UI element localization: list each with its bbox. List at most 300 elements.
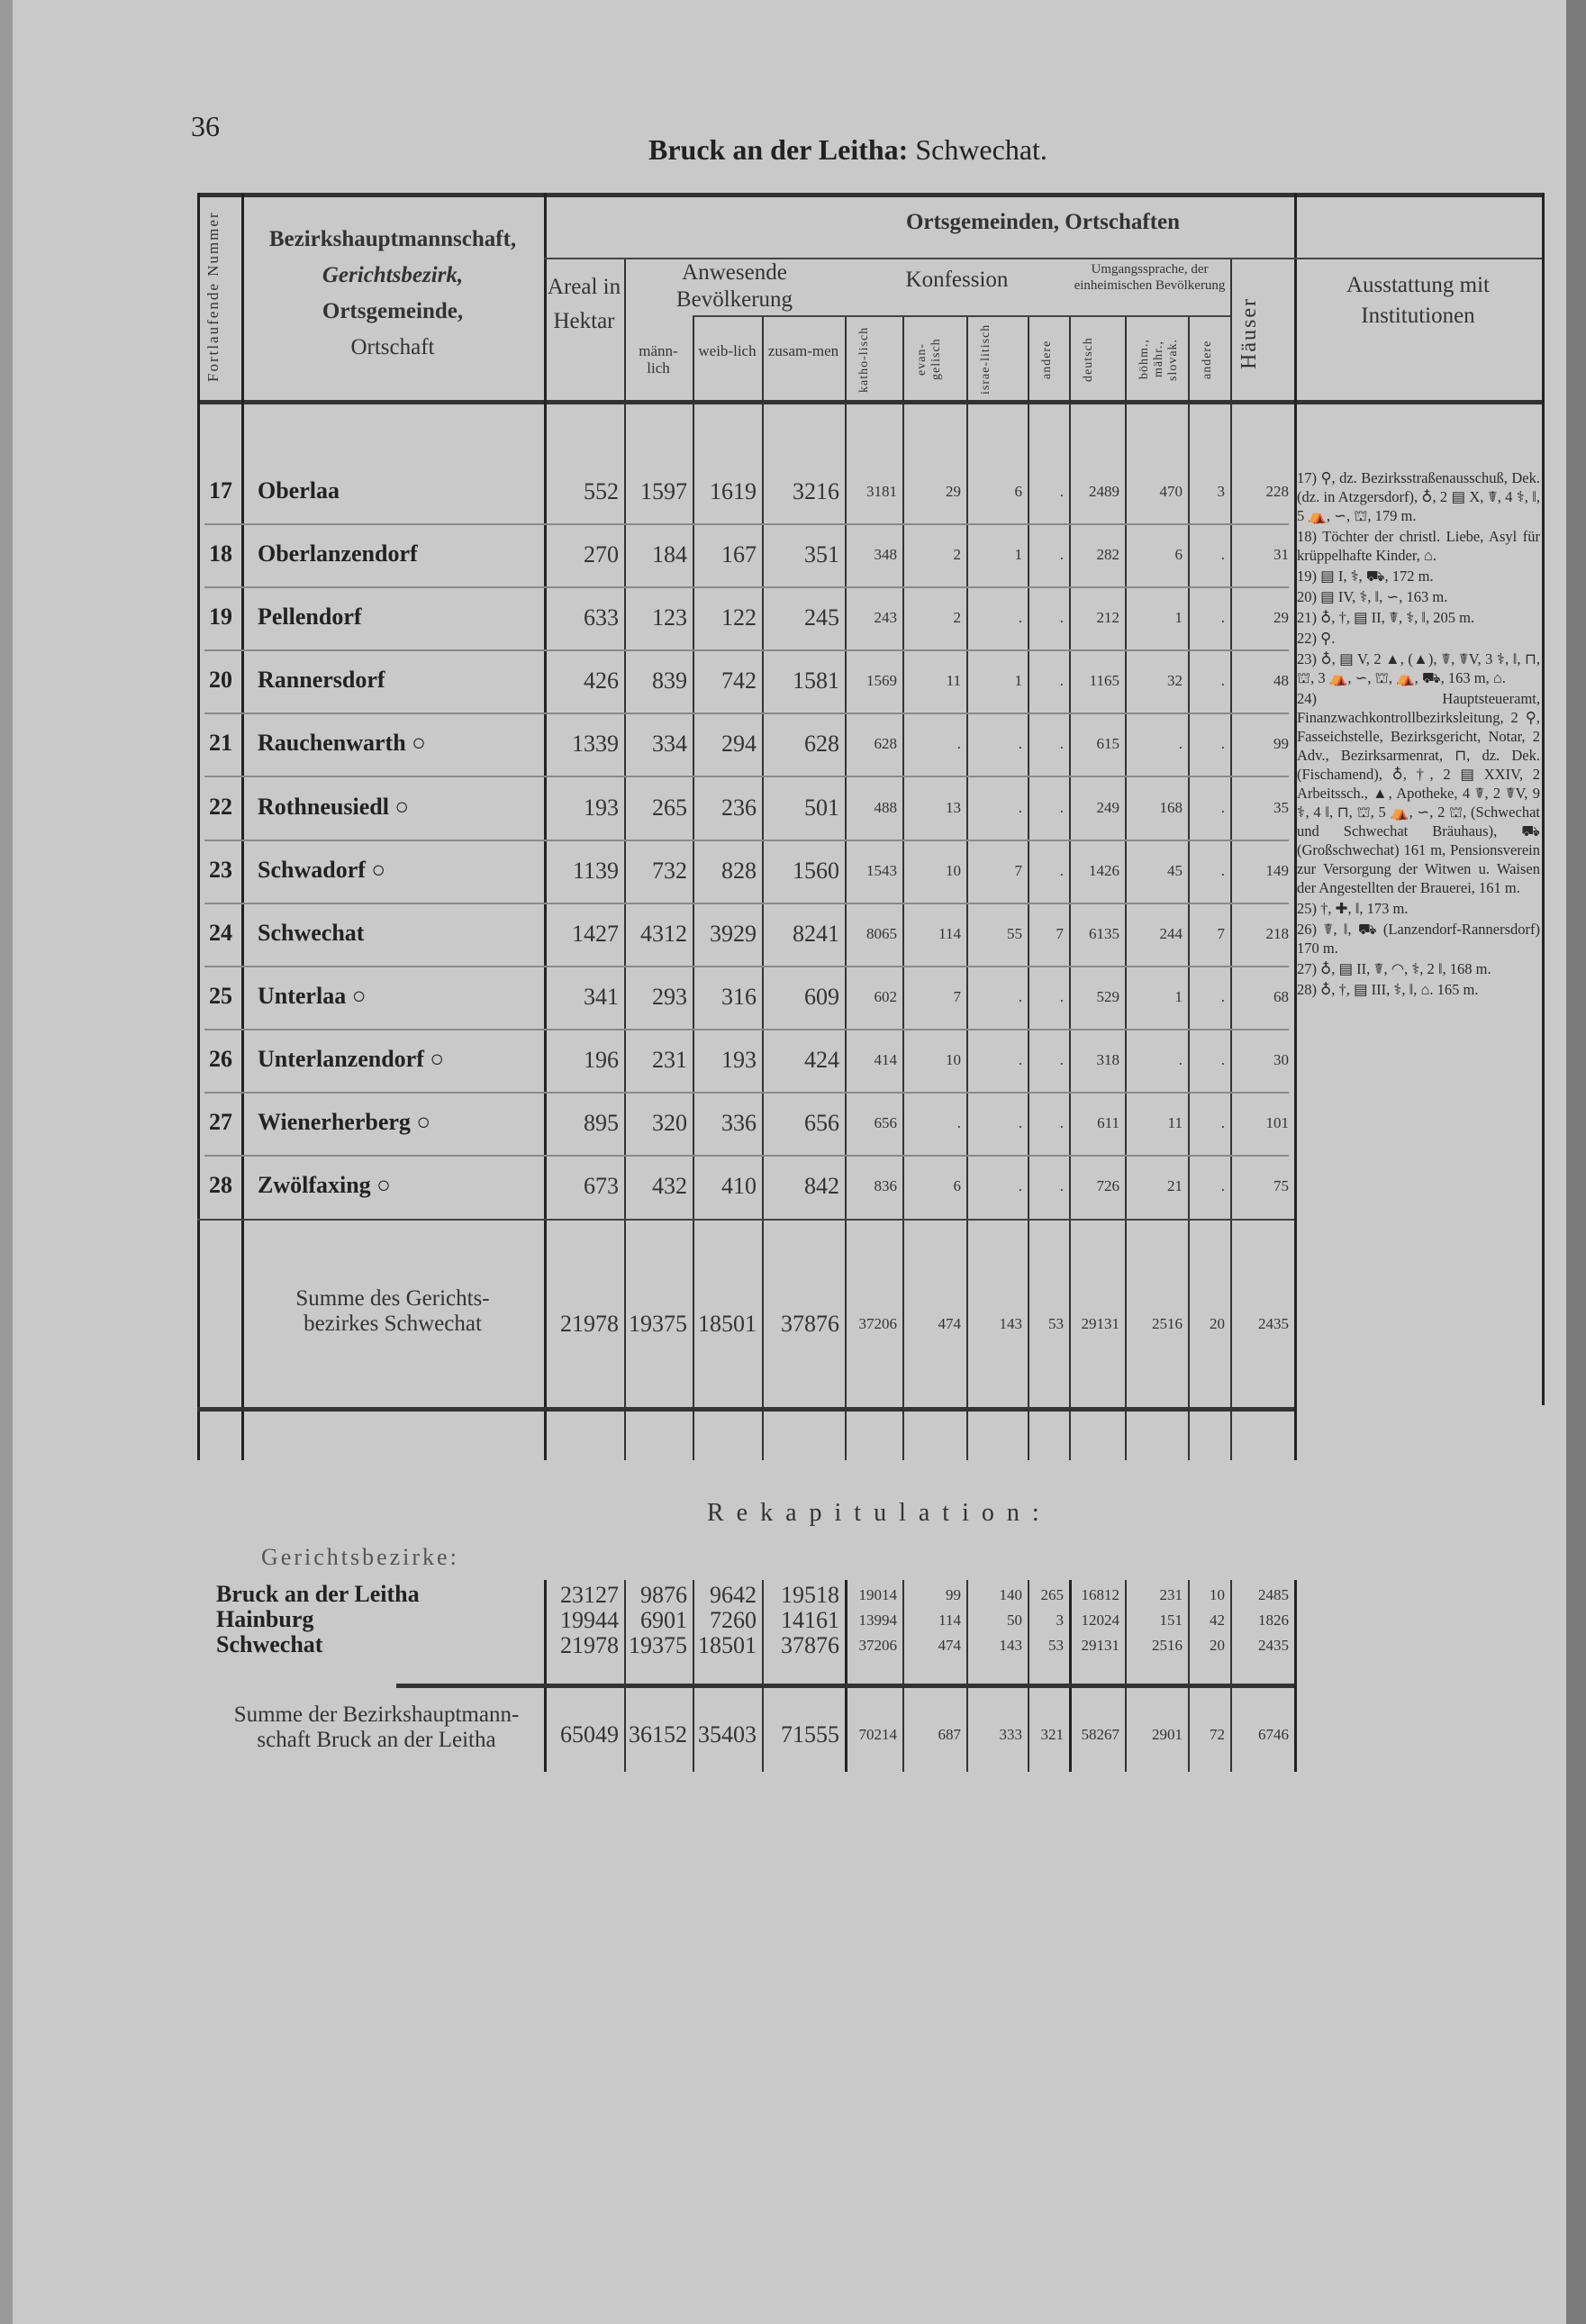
row-value: . [956, 735, 961, 752]
row-value: . [1059, 1114, 1064, 1131]
row-value: 8065 [866, 925, 897, 942]
page-title [648, 133, 1047, 167]
row-value: 243 [874, 609, 897, 626]
recap-value: 7260 [710, 1607, 757, 1633]
row-value: 99 [1273, 735, 1289, 752]
row-value: 1569 [866, 672, 897, 689]
header-bottom-rule [197, 400, 1542, 404]
row-value: 7 [953, 988, 961, 1005]
row-value: . [1220, 1114, 1225, 1131]
recap-value: 37876 [781, 1632, 839, 1658]
row-separator [204, 840, 1289, 841]
footnote: 18) Töchter der christl. Liebe, Asyl für krüppelhafte Kinder, ⌂. [1297, 528, 1540, 564]
row-value: 318 [1096, 1051, 1119, 1068]
summe-bottom-rule [197, 1407, 1294, 1412]
row-value: 149 [1265, 862, 1289, 879]
row-value: 6 [1174, 546, 1183, 563]
row-value: 348 [874, 546, 897, 563]
recap-district-name: Bruck an der Leitha [216, 1581, 420, 1607]
row-value: 184 [652, 541, 687, 567]
recap-total-value: 72 [1210, 1726, 1225, 1743]
row-value: . [1018, 1114, 1022, 1131]
row-separator [204, 586, 1289, 588]
summe-value: 53 [1048, 1315, 1064, 1332]
row-value: 501 [804, 794, 839, 821]
row-value: 628 [804, 731, 839, 757]
header-name-line: Ortsgemeinde, [322, 299, 464, 323]
row-value: 231 [652, 1047, 687, 1073]
row-value: . [1220, 546, 1225, 563]
row-value: 7 [1217, 925, 1225, 942]
recap-value: 19518 [781, 1582, 839, 1608]
row-value: 1139 [572, 858, 619, 884]
row-value: 3929 [710, 921, 757, 947]
row-value: . [1018, 988, 1022, 1005]
row-value: . [1059, 1177, 1064, 1194]
row-value: . [1059, 672, 1064, 689]
recap-value: 13994 [858, 1611, 897, 1629]
recap-value: 12024 [1081, 1611, 1119, 1629]
row-value: 101 [1265, 1114, 1289, 1131]
row-value: 316 [721, 984, 757, 1010]
header-population: Anwesende Bevölkerung [675, 260, 793, 312]
row-value: 10 [946, 1051, 961, 1068]
row-value: 10 [946, 862, 961, 879]
row-value: . [1220, 1177, 1225, 1194]
summe-value: 20 [1210, 1315, 1225, 1332]
row-separator [204, 1155, 1289, 1157]
row-value: . [956, 1114, 961, 1131]
row-value: 114 [938, 925, 961, 942]
summe-label-line: Summe des Gerichts- [295, 1286, 490, 1311]
header-houses: Häuser [1237, 297, 1261, 369]
header-confession-sub: katho-lisch [857, 326, 871, 393]
row-value: 1427 [572, 921, 619, 947]
row-value: 1 [1174, 609, 1183, 626]
recap-total-value: 36152 [629, 1721, 687, 1748]
row-value: 8241 [793, 921, 839, 947]
row-value: 294 [721, 731, 757, 757]
row-value: . [1220, 735, 1225, 752]
row-value: . [1059, 1051, 1064, 1068]
row-value: 470 [1159, 483, 1183, 500]
row-number: 21 [209, 730, 232, 756]
row-value: 244 [1159, 925, 1183, 942]
recap-value: 140 [999, 1586, 1022, 1603]
row-value: . [1059, 862, 1064, 879]
row-value: . [1220, 988, 1225, 1005]
recap-value: 19375 [629, 1632, 687, 1658]
recap-total-value: 2901 [1152, 1726, 1183, 1743]
footnote: 20) ▤ IV, ⚕, ‖, ∽, 163 m. [1297, 588, 1448, 605]
row-value: 1 [1014, 546, 1022, 563]
place-name: Unterlaa ○ [258, 983, 367, 1009]
row-value: 68 [1273, 988, 1289, 1005]
header-confession-sub: evan-gelisch [915, 338, 943, 381]
row-value: 7 [1014, 862, 1022, 879]
row-value: 1 [1174, 988, 1183, 1005]
row-number: 19 [209, 604, 232, 630]
column-rule [197, 193, 200, 1460]
row-value: 55 [1007, 925, 1022, 942]
row-value: 3 [1217, 483, 1225, 500]
recap-value: 1826 [1258, 1611, 1289, 1629]
row-value: . [1018, 799, 1022, 816]
row-value: 13 [946, 799, 961, 816]
header-confession-sub: andere [1040, 340, 1054, 379]
column-rule [1542, 193, 1545, 1405]
row-value: 1339 [572, 731, 619, 757]
summe-value: 37876 [781, 1311, 839, 1337]
row-value: 673 [584, 1173, 619, 1199]
row-value: 1560 [793, 858, 839, 884]
recap-value: 2485 [1258, 1586, 1289, 1603]
place-name: Schwechat [258, 920, 365, 946]
row-value: 6 [953, 1177, 961, 1194]
row-value: 29 [946, 483, 961, 500]
row-value: 426 [584, 667, 619, 694]
row-value: 732 [652, 858, 687, 884]
footnote: 25) †, ✚, ‖, 173 m. [1297, 900, 1409, 917]
table-top-rule [197, 193, 1542, 197]
footnote: 24) Hauptsteueramt, Finanzwachkontrollbezirksleitung, 2 ⚲, Fasseichstelle, Bezirksgericht, Notar, 2 Adv., Bezirksarmenrat, ⊓, dz. Dek. (Fischamend), ♁, †, 2 ▤ XXIV, 2 Arbeitssch., ▲, Apotheke, 4 ☤, 2 ☤V, 9 ⚕, 4 ‖, ⊓, ⛫, 5 ⛺, ∽, 2 ⛫, (Schwechat und Schwechat Bräuhaus), ⛟ (Großschwechat) 161 m, Pensionsverein zur Versorgung der Witwen u. Waisen der Angestellten der Brauerei, 161 m. [1297, 690, 1540, 896]
summe-value: 474 [938, 1315, 961, 1332]
row-value: 212 [1096, 609, 1119, 626]
recap-value: 474 [938, 1637, 961, 1654]
recap-value: 19014 [858, 1586, 897, 1603]
scan-edge-right [1566, 0, 1586, 2324]
recap-district-name: Schwechat [216, 1631, 323, 1657]
recap-total-value: 6746 [1258, 1726, 1289, 1743]
row-value: 265 [652, 794, 687, 821]
row-value: . [1018, 609, 1022, 626]
row-value: 1 [1014, 672, 1022, 689]
row-value: 245 [804, 604, 839, 631]
summe-value: 37206 [858, 1315, 897, 1332]
row-value: . [1178, 1051, 1183, 1068]
recap-value: 14161 [781, 1607, 839, 1633]
row-value: 193 [584, 794, 619, 821]
header-name-column [241, 222, 544, 366]
recap-total-value: 65049 [560, 1721, 619, 1748]
row-value: 1543 [866, 862, 897, 879]
row-value: . [1178, 735, 1183, 752]
row-number: 23 [209, 857, 232, 883]
header-equipment: Ausstattung mit Institutionen [1346, 273, 1491, 328]
row-value: 424 [804, 1047, 839, 1073]
place-name: Pellendorf [258, 604, 362, 630]
recap-value: 143 [999, 1637, 1022, 1654]
footnotes-column [1297, 468, 1540, 1001]
recap-total-label-line: Summe der Bezirkshauptmann- [233, 1702, 520, 1727]
header-group: Ortsgemeinden, Ortschaften [905, 210, 1181, 234]
row-value: 895 [584, 1110, 619, 1136]
row-value: 1619 [710, 478, 757, 504]
row-value: 196 [584, 1047, 619, 1073]
header-population-sub: zusam-men [767, 342, 839, 359]
row-value: 334 [652, 731, 687, 757]
page-title-district: Bruck an der Leitha: [648, 133, 909, 166]
header-language-sub: deutsch [1082, 337, 1095, 382]
footnote: 22) ⚲. [1297, 630, 1336, 647]
row-value: 2489 [1089, 483, 1119, 500]
recap-district-name: Hainburg [216, 1606, 314, 1632]
row-value: 123 [652, 604, 687, 631]
row-value: 167 [721, 541, 757, 567]
recap-value: 2435 [1258, 1637, 1289, 1654]
row-value: 48 [1273, 672, 1289, 689]
row-value: . [1059, 735, 1064, 752]
recap-value: 2516 [1152, 1637, 1183, 1654]
row-separator [204, 903, 1289, 904]
row-value: 552 [584, 478, 619, 504]
summe-label [241, 1286, 544, 1337]
recap-total-value: 333 [999, 1726, 1022, 1743]
row-value: 11 [1167, 1114, 1183, 1131]
summe-value: 19375 [629, 1311, 687, 1337]
recap-title: Rekapitulation: [707, 1499, 1052, 1527]
row-value: 31 [1273, 546, 1289, 563]
row-value: . [1059, 483, 1064, 500]
column-rule [544, 193, 547, 1460]
row-value: 11 [946, 672, 961, 689]
row-value: 228 [1265, 483, 1289, 500]
row-value: . [1059, 988, 1064, 1005]
row-value: 351 [804, 541, 839, 567]
row-value: 293 [652, 984, 687, 1010]
row-value: 609 [804, 984, 839, 1010]
row-value: 35 [1273, 799, 1289, 816]
row-value: 4312 [640, 921, 687, 947]
row-value: 30 [1273, 1051, 1289, 1068]
recap-value: 9876 [640, 1582, 687, 1608]
header-name-line: Bezirkshauptmannschaft, [268, 227, 517, 251]
column-rule [241, 193, 244, 1460]
row-number: 18 [209, 540, 232, 567]
row-value: 2 [953, 546, 961, 563]
row-value: 529 [1096, 988, 1119, 1005]
header-population-sub: weib-lich [698, 342, 757, 359]
row-value: 236 [721, 794, 757, 821]
row-value: 611 [1097, 1114, 1119, 1131]
row-separator [204, 713, 1289, 714]
row-value: 7 [1056, 925, 1064, 942]
row-value: 1426 [1089, 862, 1119, 879]
row-separator [204, 1029, 1289, 1030]
scan-edge-left [0, 0, 13, 2324]
footnote: 28) ♁, †, ▤ III, ⚕, ‖, ⌂. 165 m. [1297, 981, 1479, 998]
row-value: 1597 [640, 478, 687, 504]
row-value: 656 [874, 1114, 897, 1131]
row-number: 17 [209, 477, 232, 504]
row-value: . [1059, 799, 1064, 816]
footnote: 27) ♁, ▤ II, ☤, ◠, ⚕, 2 ‖, 168 m. [1297, 960, 1491, 977]
row-separator [204, 523, 1289, 525]
recap-total-label [205, 1702, 548, 1753]
row-value: 726 [1096, 1177, 1119, 1194]
footnote: 26) ☤, ‖, ⛟ (Lanzendorf-Rannersdorf) 170 m. [1297, 921, 1540, 957]
place-name: Rauchenwarth ○ [258, 730, 426, 756]
row-value: 839 [652, 667, 687, 694]
row-value: 168 [1159, 799, 1183, 816]
footnote: 19) ▤ I, ⚕, ⛟, 172 m. [1297, 567, 1434, 585]
row-value: 75 [1273, 1177, 1289, 1194]
row-value: 3181 [866, 483, 897, 500]
recap-total-value: 687 [938, 1726, 961, 1743]
recap-total-value: 70214 [858, 1726, 897, 1743]
row-value: 1165 [1089, 672, 1119, 689]
recap-value: 10 [1210, 1586, 1225, 1603]
row-value: 218 [1265, 925, 1289, 942]
place-name: Oberlanzendorf [258, 540, 418, 567]
footnote: 17) ⚲, dz. Bezirksstraßenausschuß, Dek. (dz. in Atzgersdorf), ♁, 2 ▤ X, ☤, 4 ⚕, ‖, 5 ⛺, ∽, ⛫, 179 m. [1297, 469, 1540, 524]
recap-value: 19944 [560, 1607, 619, 1633]
summe-value: 21978 [560, 1311, 619, 1337]
row-value: 6 [1014, 483, 1022, 500]
recap-separator [396, 1684, 1294, 1688]
row-value: 628 [874, 735, 897, 752]
recap-total-value: 35403 [698, 1721, 757, 1748]
subgroup-rule [693, 315, 1230, 317]
footnote: 23) ♁, ▤ V, 2 ▲, (▲), ☤, ☤V, 3 ⚕, ‖, ⊓, ⛫, 3 ⛺, ∽, ⛫, ⛺, ⛟, 163 m, ⌂. [1297, 650, 1540, 686]
row-separator [204, 776, 1289, 777]
row-value: 320 [652, 1110, 687, 1136]
recap-value: 265 [1040, 1586, 1064, 1603]
header-nr: Fortlaufende Nummer [204, 211, 222, 383]
recap-value: 20 [1210, 1637, 1225, 1654]
row-value: 2 [953, 609, 961, 626]
recap-column-rule [1294, 1580, 1297, 1772]
row-value: 249 [1096, 799, 1119, 816]
row-separator [204, 649, 1289, 651]
row-number: 27 [209, 1109, 232, 1135]
row-value: 122 [721, 604, 757, 631]
row-value: . [1018, 1177, 1022, 1194]
summe-value: 143 [999, 1315, 1022, 1332]
place-name: Wienerherberg ○ [258, 1109, 431, 1135]
row-value: 1581 [793, 667, 839, 694]
summe-value: 2516 [1152, 1315, 1183, 1332]
place-name: Oberlaa [258, 477, 340, 504]
row-value: 432 [652, 1173, 687, 1199]
header-language: Umgangssprache, der einheimischen Bevölkerung [1074, 262, 1226, 293]
row-value: 414 [874, 1051, 897, 1068]
row-value: . [1220, 1051, 1225, 1068]
page-title-court: Schwechat. [915, 133, 1047, 166]
recap-total-value: 71555 [781, 1721, 839, 1748]
recap-value: 3 [1056, 1611, 1064, 1629]
place-name: Rothneusiedl ○ [258, 794, 410, 820]
recap-value: 23127 [560, 1582, 619, 1608]
row-value: 656 [804, 1110, 839, 1136]
row-value: 282 [1096, 546, 1119, 563]
row-number: 24 [209, 920, 232, 946]
row-value: 270 [584, 541, 619, 567]
row-value: 488 [874, 799, 897, 816]
header-name-line: Ortschaft [350, 335, 435, 359]
summe-value: 2435 [1258, 1315, 1289, 1332]
row-value: 602 [874, 988, 897, 1005]
row-value: . [1220, 672, 1225, 689]
recap-value: 99 [946, 1586, 961, 1603]
recap-value: 53 [1048, 1637, 1064, 1654]
place-name: Unterlanzendorf ○ [258, 1046, 445, 1072]
row-value: 633 [584, 604, 619, 631]
row-separator [204, 1092, 1289, 1094]
row-value: 836 [874, 1177, 897, 1194]
header-confession: Konfession [905, 268, 1009, 292]
summe-value: 29131 [1081, 1315, 1119, 1332]
row-value: 341 [584, 984, 619, 1010]
recap-subtitle: Gerichtsbezirke: [261, 1544, 459, 1570]
row-value: 32 [1167, 672, 1183, 689]
header-language-sub: andere [1201, 340, 1214, 379]
place-name: Schwadorf ○ [258, 857, 386, 883]
row-value: . [1220, 799, 1225, 816]
row-value: 3216 [793, 478, 839, 504]
row-value: 615 [1096, 735, 1119, 752]
row-separator [204, 966, 1289, 967]
recap-total-label-line: schaft Bruck an der Leitha [257, 1728, 496, 1752]
recap-value: 37206 [858, 1637, 897, 1654]
recap-value: 151 [1159, 1611, 1183, 1629]
row-number: 28 [209, 1172, 232, 1198]
header-confession-sub: israe-litisch [979, 323, 992, 395]
summe-label-line: bezirkes Schwechat [304, 1312, 482, 1336]
recap-value: 9642 [710, 1582, 757, 1608]
row-number: 26 [209, 1046, 232, 1072]
recap-value: 18501 [698, 1632, 757, 1658]
row-value: 193 [721, 1047, 757, 1073]
place-name: Rannersdorf [258, 667, 385, 693]
recap-value: 6901 [640, 1607, 687, 1633]
row-number: 22 [209, 794, 232, 820]
row-value: 21 [1167, 1177, 1183, 1194]
recap-total-value: 58267 [1081, 1726, 1119, 1743]
recap-value: 231 [1159, 1586, 1183, 1603]
row-value: . [1059, 609, 1064, 626]
recap-value: 114 [938, 1611, 961, 1629]
row-value: . [1220, 609, 1225, 626]
row-value: 410 [721, 1173, 757, 1199]
footnote: 21) ♁, †, ▤ II, ☤, ⚕, ‖, 205 m. [1297, 609, 1475, 626]
recap-value: 42 [1210, 1611, 1225, 1629]
row-number: 20 [209, 667, 232, 693]
recap-value: 29131 [1081, 1637, 1119, 1654]
page-number: 36 [191, 110, 220, 142]
row-number: 25 [209, 983, 232, 1009]
row-value: . [1059, 546, 1064, 563]
recap-value: 16812 [1081, 1586, 1119, 1603]
row-value: 45 [1167, 862, 1183, 879]
row-value: 842 [804, 1173, 839, 1199]
row-value: 6135 [1089, 925, 1119, 942]
recap-total-value: 321 [1040, 1726, 1064, 1743]
summe-value: 18501 [698, 1311, 757, 1337]
header-language-sub: böhm., mähr., slovak. [1137, 338, 1180, 381]
summe-top-rule [197, 1219, 1294, 1221]
place-name: Zwölfaxing ○ [258, 1172, 391, 1198]
row-value: . [1220, 862, 1225, 879]
header-population-sub: männ-lich [639, 342, 678, 377]
recap-value: 21978 [560, 1632, 619, 1658]
row-value: 742 [721, 667, 757, 694]
recap-value: 50 [1007, 1611, 1022, 1629]
row-value: 336 [721, 1110, 757, 1136]
row-value: 828 [721, 858, 757, 884]
row-value: . [1018, 1051, 1022, 1068]
row-value: . [1018, 735, 1022, 752]
